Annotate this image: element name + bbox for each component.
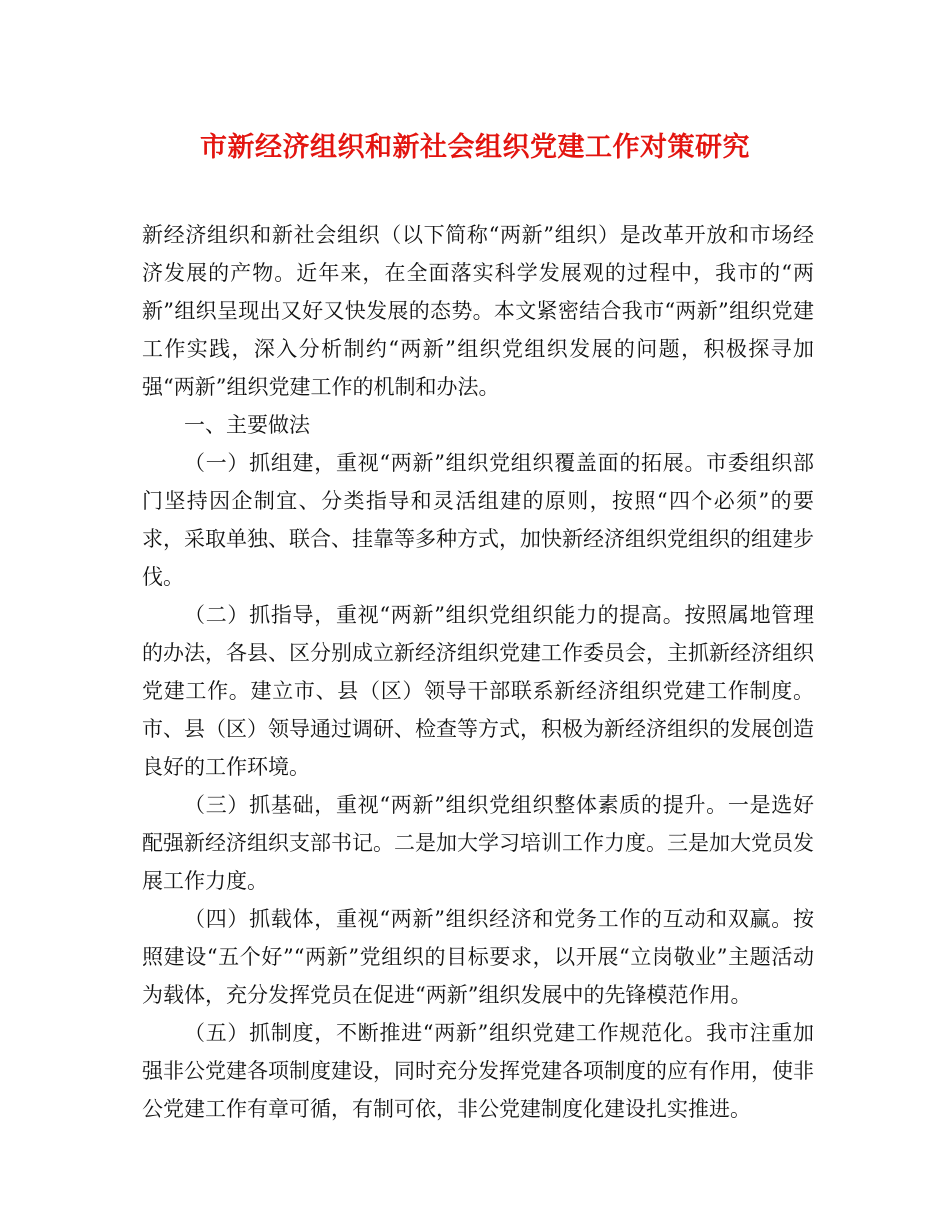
paragraph-item-3: （三）抓基础，重视“两新”组织党组织整体素质的提升。一是选好配强新经济组织支部书记。二是加大学习培训工作力度。三是加大党员发展工作力度。	[142, 793, 814, 893]
section-heading: 一、主要做法	[184, 413, 310, 437]
paragraph-item-2: （二）抓指导，重视“两新”组织党组织能力的提高。按照属地管理的办法，各县、区分别成立新经济组织党建工作委员会，主抓新经济组织党建工作。建立市、县（区）领导干部联系新经济组织党建工作制度。市、县（区）领导通过调研、检查等方式，积极为新经济组织的发展创造良好的工作环境。	[142, 603, 814, 779]
paragraph-item-5: （五）抓制度，不断推进“两新”组织党建工作规范化。我市注重加强非公党建各项制度建设，同时充分发挥党建各项制度的应有作用，使非公党建工作有章可循，有制可依，非公党建制度化建设扎实推进。	[142, 1021, 814, 1121]
document-body	[142, 216, 814, 1128]
document-title: 市新经济组织和新社会组织党建工作对策研究	[200, 132, 750, 163]
paragraph-item-1: （一）抓组建，重视“两新”组织党组织覆盖面的拓展。市委组织部门坚持因企制宜、分类指导和灵活组建的原则，按照“四个必须”的要求，采取单独、联合、挂靠等多种方式，加快新经济组织党组织的组建步伐。	[142, 451, 814, 589]
intro-paragraph: 新经济组织和新社会组织（以下简称“两新”组织）是改革开放和市场经济发展的产物。近年来，在全面落实科学发展观的过程中，我市的“两新”组织呈现出又好又快发展的态势。本文紧密结合我市“两新”组织党建工作实践，深入分析制约“两新”组织党组织发展的问题，积极探寻加强“两新”组织党建工作的机制和办法。	[142, 223, 814, 399]
paragraph-item-4: （四）抓载体，重视“两新”组织经济和党务工作的互动和双赢。按照建设“五个好”“两新”党组织的目标要求，以开展“立岗敬业”主题活动为载体，充分发挥党员在促进“两新”组织发展中的先锋模范作用。	[142, 907, 814, 1007]
